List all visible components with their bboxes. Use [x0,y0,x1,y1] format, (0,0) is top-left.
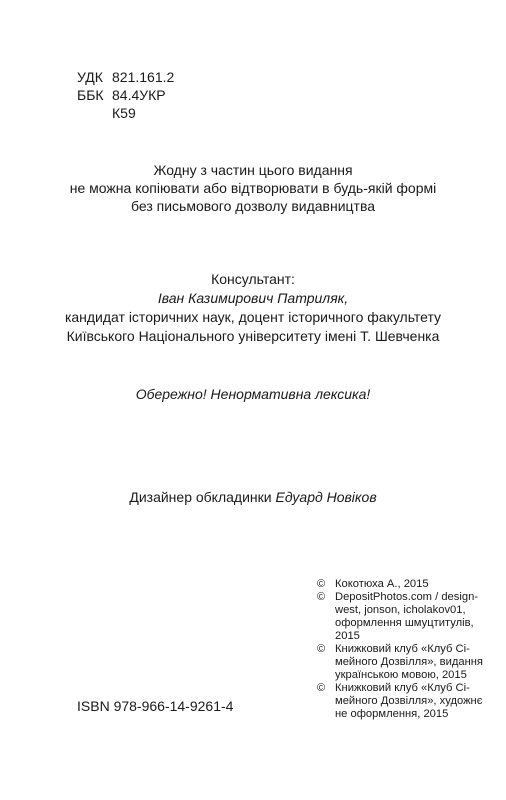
consultant-block [0,270,506,346]
designer-name: Едуард Новіков [275,489,377,505]
udk-row [77,68,174,86]
copyright-line: Кокотюха А., 2015 [335,578,429,590]
consultant-credentials-line: кандидат історичних наук, доцент історичного факультету [64,309,442,325]
author-mark: К59 [112,105,136,121]
copyright-icon: © [317,591,326,603]
copyright-line: мейного Дозвілля», видання [335,656,483,668]
copyright-line: Книжковий клуб «Клуб Сі- [335,643,470,655]
copyright-line: Книжковий клуб «Клуб Сі- [335,682,470,694]
designer-label: Дизайнер обкладинки [129,489,272,505]
copyright-icon: © [317,578,326,590]
copyright-notice [0,161,506,215]
classification-block [77,68,174,122]
notice-line: Жодну з частин цього видання [153,162,353,178]
author-mark-row [77,104,174,122]
copyright-entry [317,643,483,682]
notice-line: без письмового дозволу видавництва [130,198,376,214]
consultant-affiliation-line: Київського Національного університету імені Т. Шевченка [66,328,440,344]
notice-line: не можна копіювати або відтворювати в будь-якій формі [69,180,437,196]
copyright-icon: © [317,682,326,694]
copyright-entry [317,591,479,643]
copyright-list [317,578,483,721]
copyright-line: оформлення шмуцтитулів, [335,617,474,629]
copyright-line: не оформлення, 2015 [335,708,449,720]
copyright-line: DepositPhotos.com / design- [335,591,479,603]
copyright-line: 2015 [335,630,360,642]
copyright-line: west, jonson, icholakov01, [335,604,466,616]
bbk-row [77,86,174,104]
bbk-value: 84.4УКР [112,87,166,103]
copyright-entry [317,682,483,721]
consultant-heading: Консультант: [211,271,295,287]
content-warning: Обережно! Ненормативна лексика! [135,386,371,402]
copyright-entry [317,578,467,591]
udk-value: 821.161.2 [112,69,175,85]
copyright-line: українською мовою, 2015 [335,669,467,681]
copyright-line: мейного Дозвілля», художнє [335,695,483,707]
udk-label: УДК [77,69,103,85]
cover-designer [0,488,506,506]
copyright-icon: © [317,643,326,655]
bbk-label: ББК [77,87,104,103]
isbn: ISBN 978-966-14-9261-4 [77,698,234,714]
consultant-name: Іван Казимирович Патриляк, [157,290,349,306]
